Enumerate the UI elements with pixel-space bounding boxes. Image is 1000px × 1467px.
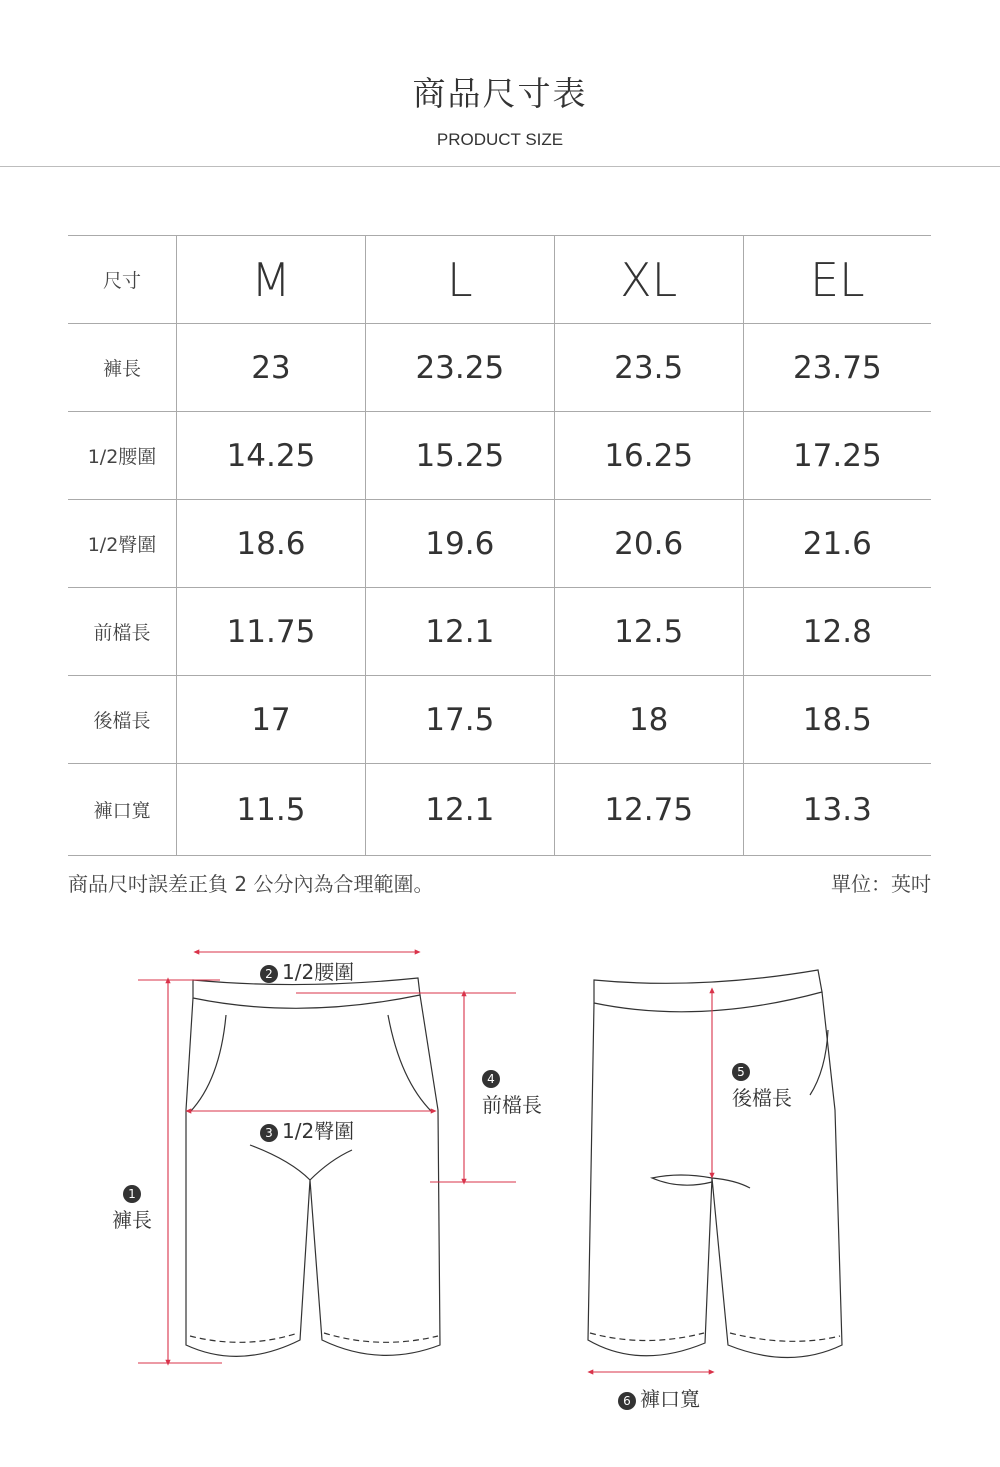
size-header: EL	[743, 236, 931, 324]
row-label: 前檔長	[68, 588, 177, 676]
label-front-rise	[482, 1065, 542, 1118]
table-header-row	[68, 236, 931, 324]
label-front-rise-text: 前檔長	[482, 1093, 542, 1117]
front-shorts-drawing	[186, 978, 440, 1356]
table-row	[68, 500, 931, 588]
row-label: 1/2臀圍	[68, 500, 177, 588]
size-table	[68, 235, 931, 856]
table-cell: 11.5	[177, 764, 366, 856]
measurement-lines	[138, 952, 712, 1372]
label-waist	[260, 956, 354, 985]
table-row	[68, 676, 931, 764]
back-shorts-drawing	[588, 970, 842, 1358]
table-cell: 18.5	[743, 676, 931, 764]
table-cell: 23.5	[554, 324, 743, 412]
table-row	[68, 324, 931, 412]
table-cell: 17	[177, 676, 366, 764]
tolerance-note: 商品尺吋誤差正負 2 公分內為合理範圍。	[68, 872, 434, 896]
table-cell: 16.25	[554, 412, 743, 500]
table-cell: 18.6	[177, 500, 366, 588]
number-badge: 5	[732, 1063, 750, 1081]
label-leg-opening	[618, 1383, 700, 1412]
label-hip	[260, 1115, 354, 1144]
number-badge: 3	[260, 1124, 278, 1142]
unit-note: 單位：英吋	[831, 872, 931, 896]
number-badge: 2	[260, 965, 278, 983]
table-cell: 17.5	[365, 676, 554, 764]
header-divider	[0, 166, 1000, 167]
label-waist-text: 1/2腰圍	[282, 960, 355, 984]
page-title: 商品尺寸表	[412, 74, 588, 113]
page-subtitle: PRODUCT SIZE	[436, 130, 564, 149]
label-back-rise	[732, 1058, 792, 1111]
size-header: L	[365, 236, 554, 324]
table-cell: 18	[554, 676, 743, 764]
table-cell: 17.25	[743, 412, 931, 500]
table-cell: 12.1	[365, 588, 554, 676]
row-label: 褲口寬	[68, 764, 177, 856]
corner-label: 尺寸	[68, 236, 177, 324]
number-badge: 1	[123, 1185, 141, 1203]
table-cell: 12.1	[365, 764, 554, 856]
table-cell: 21.6	[743, 500, 931, 588]
label-inseam-text: 褲長	[112, 1208, 152, 1232]
table-cell: 11.75	[177, 588, 366, 676]
table-cell: 12.5	[554, 588, 743, 676]
size-header: XL	[554, 236, 743, 324]
table-cell: 15.25	[365, 412, 554, 500]
row-label: 後檔長	[68, 676, 177, 764]
label-hip-text: 1/2臀圍	[282, 1119, 355, 1143]
number-badge: 6	[618, 1392, 636, 1410]
table-row	[68, 412, 931, 500]
table-cell: 23.75	[743, 324, 931, 412]
table-cell: 23	[177, 324, 366, 412]
row-label: 1/2腰圍	[68, 412, 177, 500]
size-header: M	[177, 236, 366, 324]
table-cell: 14.25	[177, 412, 366, 500]
label-inseam	[112, 1180, 152, 1233]
table-row	[68, 764, 931, 856]
table-row	[68, 588, 931, 676]
table-cell: 23.25	[365, 324, 554, 412]
table-cell: 12.8	[743, 588, 931, 676]
row-label: 褲長	[68, 324, 177, 412]
label-back-rise-text: 後檔長	[732, 1086, 792, 1110]
label-leg-opening-text: 褲口寬	[640, 1387, 700, 1411]
table-cell: 13.3	[743, 764, 931, 856]
number-badge: 4	[482, 1070, 500, 1088]
table-cell: 19.6	[365, 500, 554, 588]
table-cell: 20.6	[554, 500, 743, 588]
table-cell: 12.75	[554, 764, 743, 856]
